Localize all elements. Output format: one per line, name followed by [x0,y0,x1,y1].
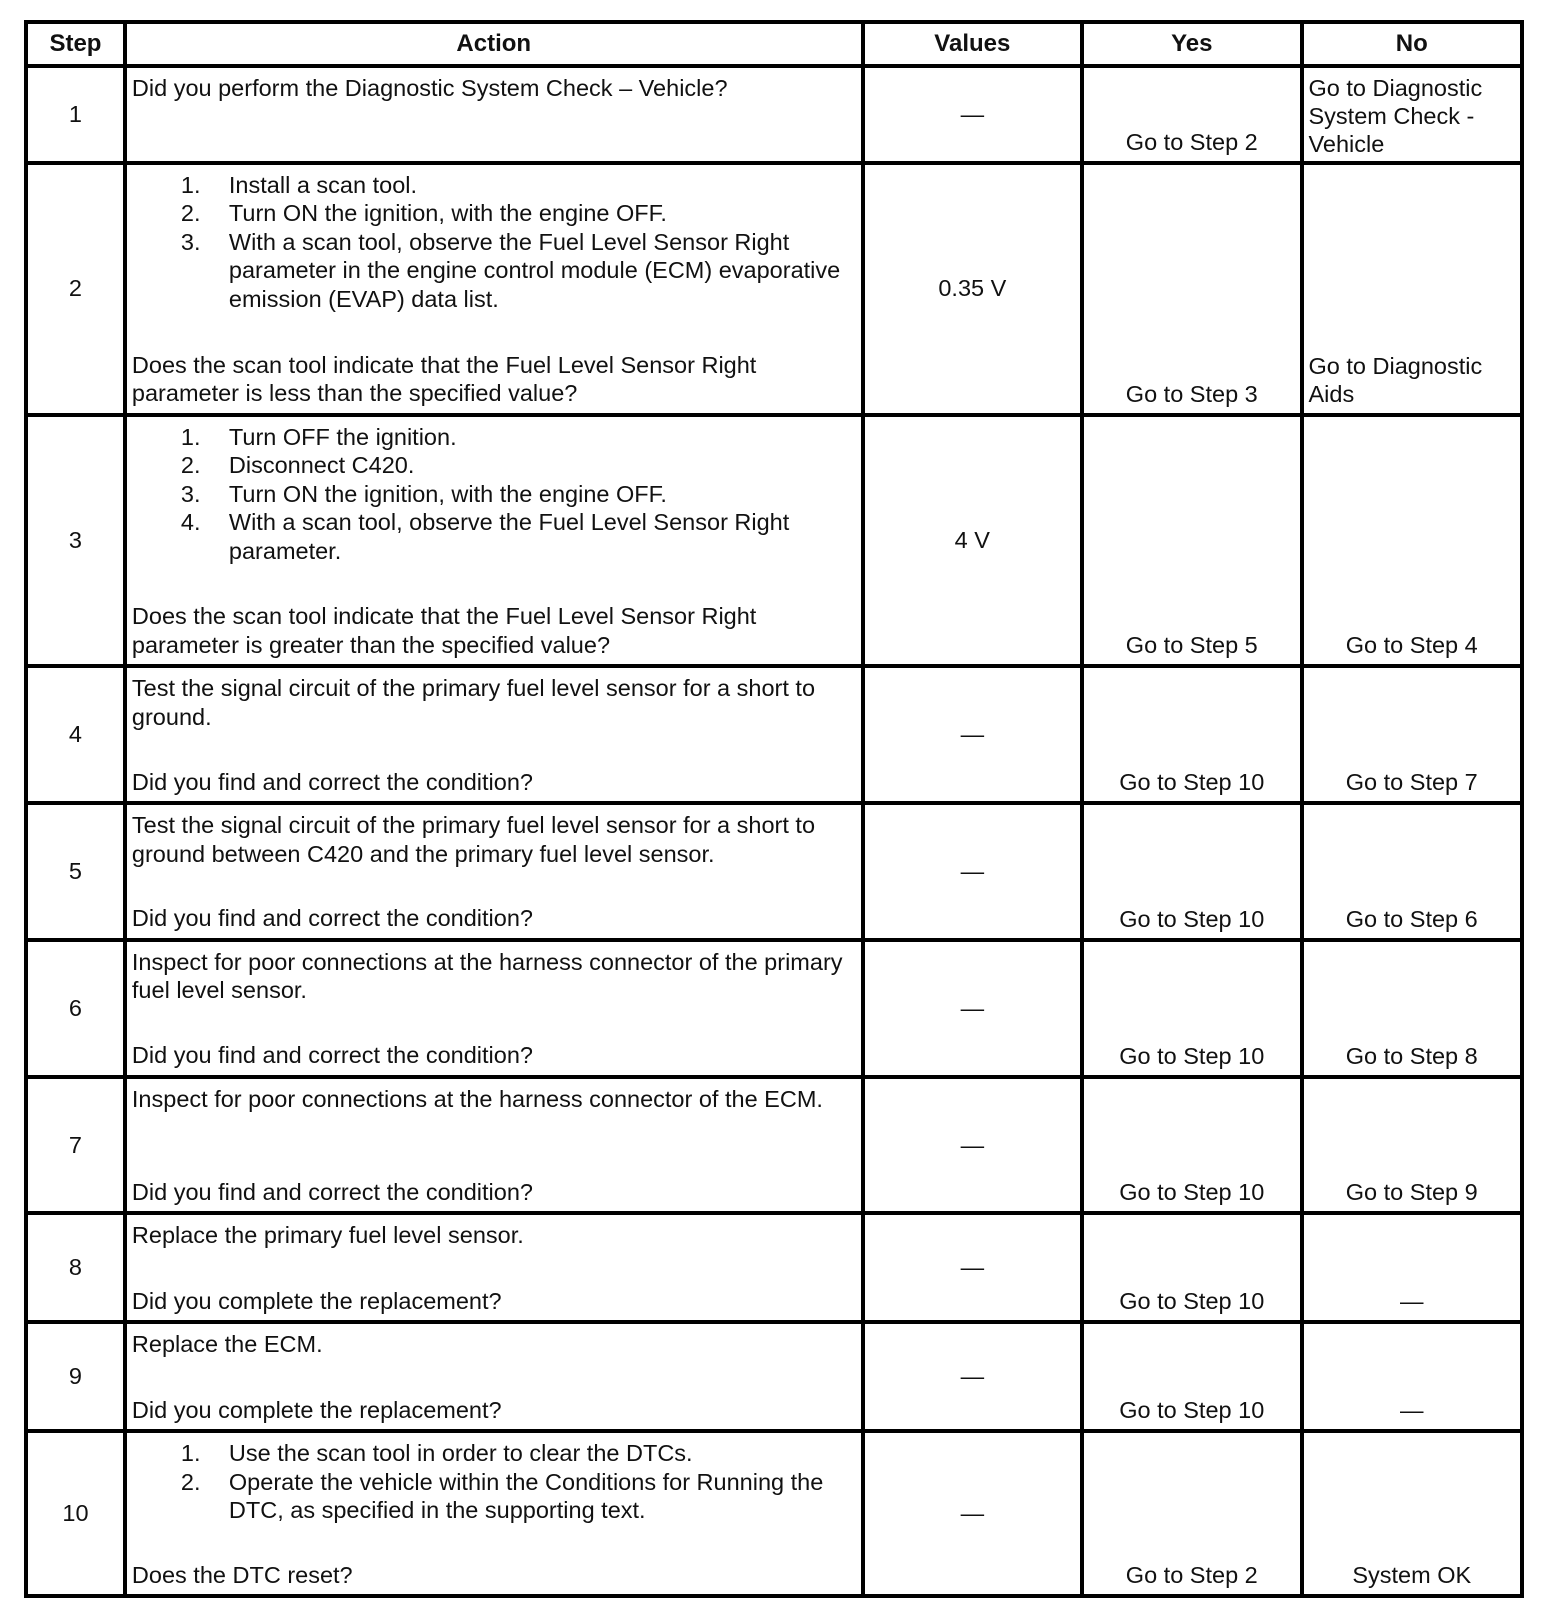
value-cell: — [863,1431,1082,1596]
action-question: Does the scan tool indicate that the Fuel Level Sensor Right parameter is less than the specified value? [131,351,757,407]
yes-cell [1082,415,1301,667]
no-cell [1302,803,1523,940]
action-text: Replace the primary fuel level sensor. [131,1222,524,1249]
yes-cell [1082,1213,1301,1322]
table-row [26,940,1522,1077]
action-step-number: 2. [180,452,201,479]
action-text: Inspect for poor connections at the harness connector of the primary fuel level sensor. [131,948,843,1004]
action-text: Test the signal circuit of the primary fuel level sensor for a short to ground between C420 and the primary fuel level sensor. [131,812,816,867]
value-cell: — [863,66,1082,163]
action-step-text: Turn OFF the ignition. [228,423,457,450]
value-cell: 0.35 V [863,163,1082,415]
table-row [26,1322,1522,1431]
table-row [26,415,1522,667]
action-step-number: 1. [180,423,201,450]
step-number: 8 [26,1213,125,1322]
action-text: Inspect for poor connections at the harness connector of the ECM. [131,1085,823,1112]
step-number: 10 [26,1431,125,1596]
value-cell: — [863,803,1082,940]
action-steps-list [132,423,857,566]
table-row [26,66,1522,163]
no-cell [1302,66,1523,163]
action-cell [125,1213,863,1322]
action-cell [125,1077,863,1214]
action-question: Does the scan tool indicate that the Fuel Level Sensor Right parameter is greater than the specified value? [131,603,757,658]
yes-cell [1082,940,1301,1077]
header-step: Step [26,22,125,66]
action-step-text: With a scan tool, observe the Fuel Level Sensor Right parameter. [228,509,790,564]
yes-action: Go to Step 3 [1125,380,1258,407]
action-step-text: Turn ON the ignition, with the engine OFF. [228,480,667,507]
no-action: Go to Diagnostic System Check - Vehicle [1308,75,1483,157]
action-text: Did you perform the Diagnostic System Check – Vehicle? [131,75,728,101]
action-question: Did you find and correct the condition? [131,768,533,795]
value-cell: — [863,1322,1082,1431]
action-step-number: 1. [180,171,201,198]
action-step [132,451,857,480]
yes-cell [1082,803,1301,940]
table-row [26,803,1522,940]
action-cell [125,1431,863,1596]
action-cell [125,803,863,940]
action-cell [125,940,863,1077]
yes-cell [1082,1322,1301,1431]
yes-action: Go to Step 10 [1119,1397,1265,1424]
no-action: Go to Step 7 [1345,769,1478,796]
step-number: 6 [26,940,125,1077]
value-cell: — [863,666,1082,803]
no-cell [1302,1213,1523,1322]
no-cell [1302,1077,1523,1214]
action-step-number: 2. [180,200,201,227]
no-cell [1302,415,1523,667]
action-question: Did you find and correct the condition? [131,1042,533,1069]
yes-action: Go to Step 10 [1119,905,1265,932]
yes-action: Go to Step 10 [1119,1288,1265,1315]
table-row [26,1213,1522,1322]
yes-cell [1082,1077,1301,1214]
action-question: Did you find and correct the condition? [131,905,533,932]
no-cell [1302,666,1523,803]
no-action: — [1400,1397,1424,1424]
no-action: System OK [1352,1562,1472,1588]
action-step [132,1468,857,1525]
yes-cell [1082,1431,1301,1596]
header-no: No [1302,22,1523,66]
action-text: Replace the ECM. [131,1331,323,1358]
action-question: Did you complete the replacement? [131,1396,502,1423]
action-step [132,1439,857,1468]
action-cell [125,1322,863,1431]
value-cell: — [863,1213,1082,1322]
no-cell [1302,940,1523,1077]
diagnostic-table [24,20,1524,1598]
step-number: 1 [26,66,125,163]
action-step-number: 1. [180,1440,201,1467]
yes-action: Go to Step 10 [1119,769,1265,796]
value-cell: 4 V [863,415,1082,667]
no-action: Go to Diagnostic Aids [1308,352,1483,407]
yes-action: Go to Step 5 [1125,632,1258,659]
no-action: Go to Step 9 [1345,1179,1478,1206]
yes-action: Go to Step 2 [1125,128,1258,155]
step-number: 4 [26,666,125,803]
action-question: Did you find and correct the condition? [131,1178,533,1205]
action-step-text: Disconnect C420. [228,452,415,479]
step-number: 5 [26,803,125,940]
action-step [132,423,857,452]
step-number: 2 [26,163,125,415]
action-step [132,480,857,509]
action-cell [125,163,863,415]
action-step [132,171,857,200]
value-cell: — [863,1077,1082,1214]
yes-cell [1082,163,1301,415]
action-step-text: Turn ON the ignition, with the engine OFF. [228,200,667,227]
action-step-text: Use the scan tool in order to clear the DTCs. [228,1440,693,1467]
action-step [132,228,857,314]
action-step [132,508,857,565]
no-action: Go to Step 6 [1345,905,1478,932]
step-number: 7 [26,1077,125,1214]
action-cell [125,666,863,803]
action-step-text: Install a scan tool. [228,171,418,198]
step-number: 3 [26,415,125,667]
action-step-text: With a scan tool, observe the Fuel Level Sensor Right parameter in the engine control module (ECM) evaporative emission (EVAP) data list. [228,228,841,312]
yes-action: Go to Step 10 [1119,1042,1265,1069]
action-step-number: 2. [180,1468,201,1495]
action-step-number: 3. [180,228,201,255]
table-row [26,666,1522,803]
no-action: Go to Step 4 [1345,632,1478,659]
action-text: Test the signal circuit of the primary fuel level sensor for a short to ground. [131,675,816,730]
header-action: Action [125,22,863,66]
yes-cell [1082,666,1301,803]
table-row [26,1077,1522,1214]
no-action: Go to Step 8 [1345,1042,1478,1069]
header-values: Values [863,22,1082,66]
action-question: Does the DTC reset? [131,1561,353,1588]
header-row [26,22,1522,66]
action-step-number: 3. [180,480,201,507]
action-cell [125,66,863,163]
no-cell [1302,163,1523,415]
no-cell [1302,1431,1523,1596]
action-steps-list [132,1439,857,1525]
yes-action: Go to Step 2 [1125,1562,1258,1588]
table-row [26,1431,1522,1596]
yes-action: Go to Step 10 [1119,1179,1265,1206]
no-cell [1302,1322,1523,1431]
table-row [26,163,1522,415]
yes-cell [1082,66,1301,163]
value-cell: — [863,940,1082,1077]
action-step-text: Operate the vehicle within the Conditions for Running the DTC, as specified in the supporting text. [228,1468,824,1524]
header-yes: Yes [1082,22,1301,66]
step-number: 9 [26,1322,125,1431]
action-step-number: 4. [180,509,201,536]
action-step [132,199,857,228]
action-cell [125,415,863,667]
action-steps-list [132,171,857,314]
no-action: — [1400,1288,1424,1315]
action-question: Did you complete the replacement? [131,1287,502,1314]
